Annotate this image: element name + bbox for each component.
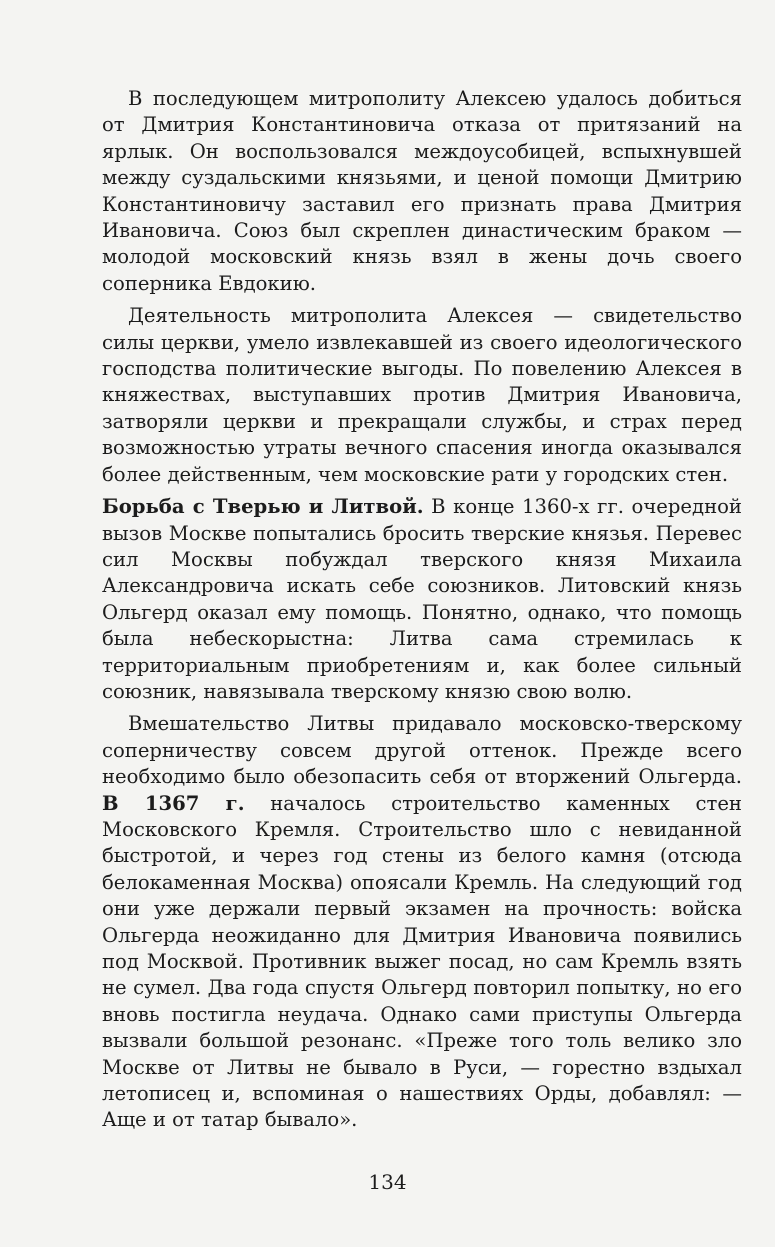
paragraph-text: В конце 1360-х гг. очередной вызов Москве попытались бросить тверские князья. Перевес сил Москвы побуждал тверского князя Михаила Александровича искать себе союзников. Литовский князь Ольгерд оказал ему помощь. Понятно, однако, что помощь была небескорыстна: Литва сама стремилась к территориальным приобретениям и, как более сильный союзник, навязывала тверскому князю свою волю. xyxy=(102,495,742,703)
paragraph-metropolitan-alexei xyxy=(102,303,742,488)
paragraph-dmitry-konstantinovich xyxy=(102,86,742,297)
page-number: 134 xyxy=(368,1170,407,1194)
paragraph-kremlin-walls xyxy=(102,711,742,1134)
paragraph-text: началось строительство каменных стен Московского Кремля. Строительство шло с невиданной быстротой, и через год стены из белого камня (отсюда белокаменная Москва) опоясали Кремль. На следующий год они уже держали первый экзамен на прочность: войска Ольгерда неожиданно для Дмитрия Ивановича появились под Москвой. Противник выжег посад, но сам Кремль взять не сумел. Два года спустя Ольгерд повторил попытку, но его вновь постигла неудача. Однако сами приступы Ольгерда вызвали большой резонанс. «Преже того толь велико зло Москве от Литвы не бывало в Руси, — горестно вздыхал летописец и, вспоминая о нашествиях Орды, добавлял: — Аще и от татар бывало». xyxy=(102,791,742,1132)
paragraph-text: В последующем митрополиту Алексею удалось добиться от Дмитрия Константиновича отказа от притязаний на ярлык. Он воспользовался междоусобицей, вспыхнувшей между суздальскими князьями, и ценой помощи Дмитрию Константиновичу заставил его признать права Дмитрия Ивановича. Союз был скреплен династическим браком — молодой московский князь взял в жены дочь своего соперника Евдокию. xyxy=(102,87,742,295)
year-highlight: В 1367 г. xyxy=(102,791,245,815)
section-heading: Борьба с Тверью и Литвой. xyxy=(102,495,424,519)
paragraph-text: Вмешательство Литвы придавало московско-тверскому соперничеству совсем другой оттенок. Прежде всего необходимо было обезопасить себя от вторжений Ольгерда. xyxy=(102,712,742,789)
body-text xyxy=(102,86,742,1140)
paragraph-tver-lithuania xyxy=(102,494,742,705)
paragraph-text: Деятельность митрополита Алексея — свидетельство силы церкви, умело извлекавшей из своего идеологического господства политические выгоды. По повелению Алексея в княжествах, выступавших против Дмитрия Ивановича, затворяли церкви и прекращали службы, и страх перед возможностью утраты вечного спасения иногда оказывался более действенным, чем московские рати у городских стен. xyxy=(102,304,742,486)
